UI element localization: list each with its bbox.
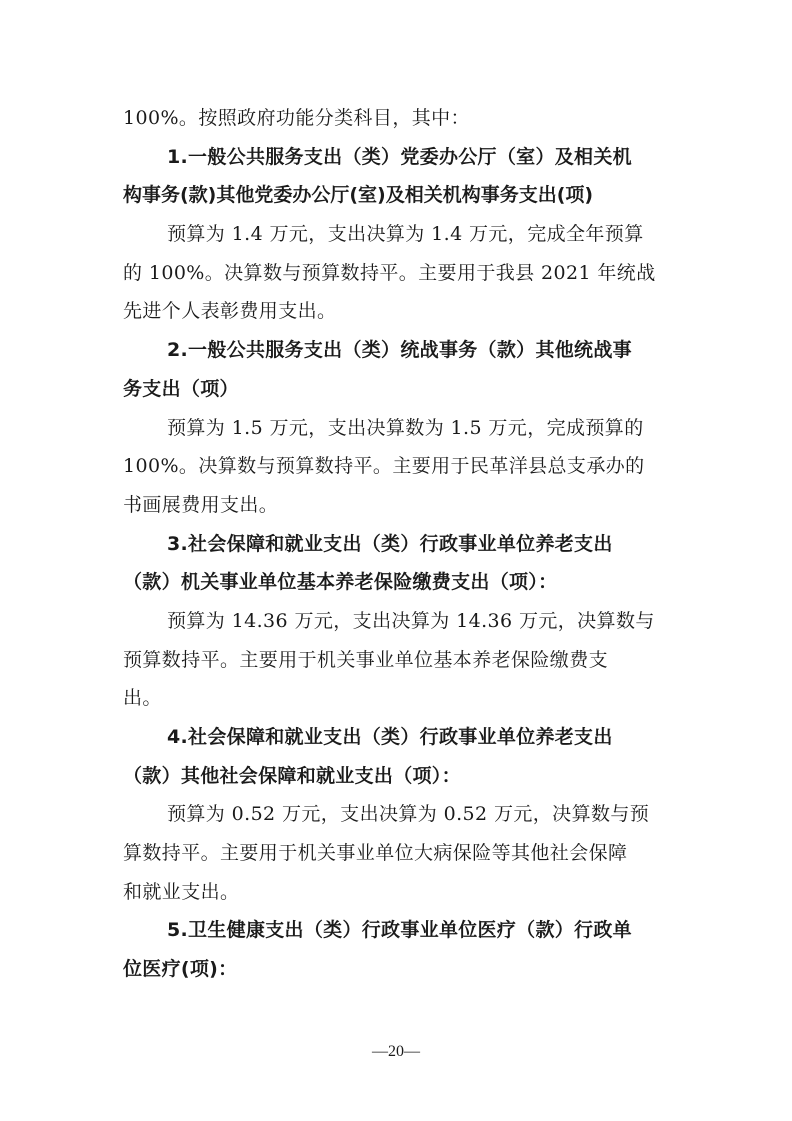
section-heading-4-cont: （款）其他社会保障和就业支出（项）： <box>123 764 461 787</box>
section-heading-5-cont: 位医疗(项)： <box>123 958 238 981</box>
text-line: 先进个人表彰费用支出。 <box>123 300 337 323</box>
text-line: 100%。决算数与预算数持平。主要用于民革洋县总支承办的 <box>123 455 645 478</box>
text-line: 预算为 14.36 万元，支出决算为 14.36 万元，决算数与 <box>167 609 655 632</box>
section-heading-2: 2.一般公共服务支出（类）统战事务（款）其他统战事 <box>167 339 632 362</box>
section-heading-2-cont: 务支出（项） <box>123 377 239 400</box>
section-heading-1: 1.一般公共服务支出（类）党委办公厅（室）及相关机 <box>167 145 632 168</box>
section-heading-4: 4.社会保障和就业支出（类）行政事业单位养老支出 <box>167 726 613 748</box>
text-line: 预算数持平。主要用于机关事业单位基本养老保险缴费支 <box>123 648 609 671</box>
text-line: 预算为 1.4 万元，支出决算为 1.4 万元，完成全年预算 <box>167 223 644 246</box>
text-line: 的 100%。决算数与预算数持平。主要用于我县 2021 年统战 <box>123 261 656 284</box>
section-heading-1-cont: 构事务(款)其他党委办公厅(室)及相关机构事务支出(项) <box>123 184 594 207</box>
text-line: 和就业支出。 <box>123 880 240 903</box>
text-line: 100%。按照政府功能分类科目，其中： <box>123 107 470 129</box>
document-body <box>123 99 683 989</box>
text-line: 预算为 0.52 万元，支出决算为 0.52 万元，决算数与预 <box>167 803 650 826</box>
text-line: 算数持平。主要用于机关事业单位大病保险等其他社会保障 <box>123 842 628 865</box>
section-heading-3-cont: （款）机关事业单位基本养老保险缴费支出（项）： <box>123 571 558 594</box>
section-heading-5: 5.卫生健康支出（类）行政事业单位医疗（款）行政单 <box>167 919 632 942</box>
text-line: 出。 <box>123 687 162 710</box>
page-number: —20— <box>372 1043 420 1060</box>
text-line: 预算为 1.5 万元，支出决算数为 1.5 万元，完成预算的 <box>167 416 644 439</box>
section-heading-3: 3.社会保障和就业支出（类）行政事业单位养老支出 <box>167 532 613 555</box>
text-line: 书画展费用支出。 <box>123 493 279 516</box>
